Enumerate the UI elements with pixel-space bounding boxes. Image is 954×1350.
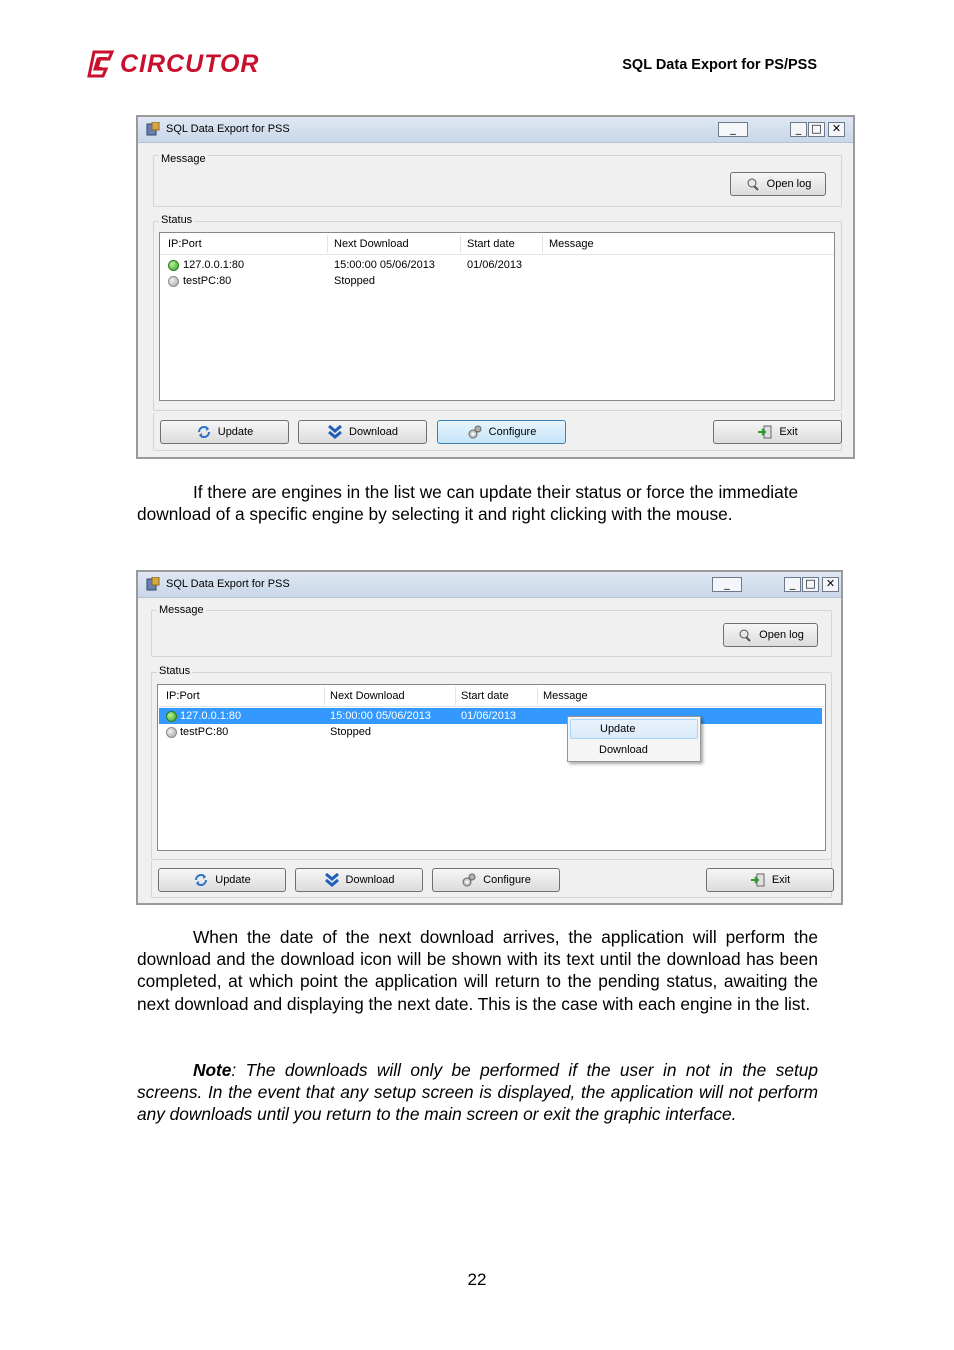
column-header-next-download[interactable]: Next Download (334, 238, 409, 250)
list-header (160, 233, 834, 255)
status-grey-icon (168, 276, 179, 287)
status-group-label: Status (161, 214, 193, 226)
context-menu (567, 716, 701, 762)
exit-door-icon (750, 872, 766, 888)
refresh-icon (193, 872, 209, 888)
update-button[interactable]: Update (158, 868, 286, 892)
download-arrows-icon (327, 424, 343, 440)
note-text: : The downloads will only be performed if the user in not in the setup screens. In the event that any setup screen is displayed, the application will not perform any downloads until you return to the main screen or exit the graphic interface. (137, 1060, 818, 1125)
maximize-button[interactable]: □ (808, 122, 825, 137)
download-arrows-icon (324, 872, 340, 888)
open-log-icon (745, 176, 761, 192)
configure-button[interactable]: Configure (437, 420, 566, 444)
download-button[interactable]: Download (298, 420, 427, 444)
engines-list[interactable] (159, 232, 835, 401)
column-header-ip-port[interactable]: IP:Port (168, 238, 202, 250)
app-icon (146, 577, 160, 591)
maximize-button[interactable]: □ (802, 577, 819, 592)
window-title: SQL Data Export for PSS (166, 123, 290, 135)
note-paragraph (137, 1059, 818, 1126)
gears-icon (467, 424, 483, 440)
download-button[interactable]: Download (295, 868, 423, 892)
table-row-selected[interactable]: 127.0.0.1:80 15:00:00 05/06/2013 01/06/2013 (159, 708, 822, 724)
column-header-start-date[interactable]: Start date (461, 690, 509, 702)
app-window-1 (136, 115, 855, 459)
configure-button[interactable]: Configure (432, 868, 560, 892)
table-row[interactable]: testPC:80 Stopped (161, 273, 833, 289)
close-button[interactable]: ✕ (828, 122, 845, 137)
app-window-2 (136, 570, 843, 905)
window-titlebar (138, 572, 841, 598)
refresh-icon (196, 424, 212, 440)
window-titlebar (138, 117, 853, 143)
circutor-logo (86, 49, 259, 79)
gears-icon (461, 872, 477, 888)
window-title: SQL Data Export for PSS (166, 578, 290, 590)
document-header-title: SQL Data Export for PS/PSS (622, 57, 817, 73)
message-group-label: Message (159, 604, 204, 616)
status-green-icon (168, 260, 179, 271)
minimize-to-tray-button[interactable]: _ (712, 577, 742, 592)
table-row[interactable]: testPC:80 Stopped (159, 724, 824, 740)
list-header (158, 685, 825, 707)
exit-door-icon (757, 424, 773, 440)
exit-button[interactable]: Exit (706, 868, 834, 892)
minimize-button[interactable]: _ (784, 577, 801, 592)
message-group-label: Message (161, 153, 206, 165)
note-label: Note (193, 1060, 232, 1080)
page-number: 22 (467, 1270, 487, 1289)
minimize-to-tray-button[interactable]: _ (718, 122, 748, 137)
app-icon (146, 122, 160, 136)
status-green-icon (166, 711, 177, 722)
table-row[interactable]: 127.0.0.1:80 15:00:00 05/06/2013 01/06/2013 (161, 257, 833, 273)
open-log-icon (737, 627, 753, 643)
open-log-button[interactable]: Open log (730, 172, 826, 196)
paragraph-1: If there are engines in the list we can update their status or force the immediate download of a specific engine by selecting it and right clicking with the mouse. (137, 482, 799, 525)
close-button[interactable]: ✕ (822, 577, 839, 592)
circutor-logo-icon (86, 49, 116, 79)
context-menu-item-download[interactable]: Download (599, 744, 648, 756)
engines-list[interactable] (157, 684, 826, 851)
column-header-next-download[interactable]: Next Download (330, 690, 405, 702)
column-header-ip-port[interactable]: IP:Port (166, 690, 200, 702)
paragraph-2: When the date of the next download arrives, the application will perform the download and the download icon will be shown with its text until the download has been completed, at which point the application will return to the pending status, awaiting the next download and displaying the next date. This is the case with each engine in the list. (137, 927, 818, 1014)
open-log-button[interactable]: Open log (723, 623, 818, 647)
exit-button[interactable]: Exit (713, 420, 842, 444)
logo-text: CIRCUTOR (120, 50, 260, 78)
column-header-start-date[interactable]: Start date (467, 238, 515, 250)
column-header-message[interactable]: Message (543, 690, 588, 702)
status-group-label: Status (159, 665, 191, 677)
column-header-message[interactable]: Message (549, 238, 594, 250)
minimize-button[interactable]: _ (790, 122, 807, 137)
update-button[interactable]: Update (160, 420, 289, 444)
context-menu-item-update[interactable]: Update (570, 719, 698, 739)
status-grey-icon (166, 727, 177, 738)
